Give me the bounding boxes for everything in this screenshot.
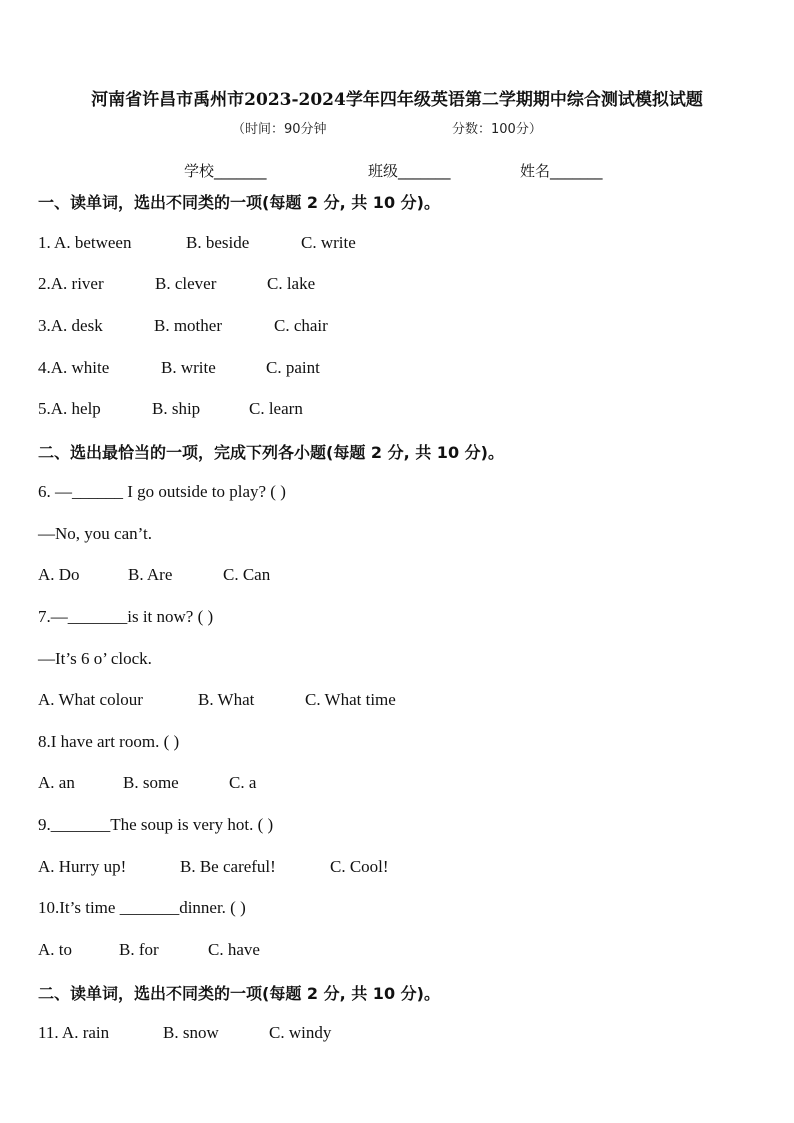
q8-option-a: A. an — [38, 773, 75, 792]
q9-option-a: A. Hurry up! — [38, 857, 127, 876]
q10-option-c: C. have — [208, 940, 260, 959]
q7-option-b: B. What — [198, 690, 255, 709]
q2-option-a: 2.A. river — [38, 274, 104, 293]
q2-option-c: C. lake — [267, 274, 316, 293]
page-title: 河南省许昌市禹州市2023-2024学年四年级英语第二学期期中综合测试模拟试题 — [91, 90, 703, 110]
name-field: 姓名_______ — [520, 162, 603, 180]
q6-option-a: A. Do — [38, 565, 80, 584]
section-3-heading: 二、读单词，选出不同类的一项(每题 2 分, 共 10 分)。 — [38, 984, 440, 1003]
q5-option-a: 5.A. help — [38, 399, 101, 418]
q3-option-c: C. chair — [274, 316, 328, 335]
q6-option-b: B. Are — [128, 565, 173, 584]
q3-option-b: B. mother — [154, 316, 222, 335]
q11-option-c: C. windy — [269, 1023, 332, 1042]
q10-option-a: A. to — [38, 940, 72, 959]
q1-option-a: 1. A. between — [38, 233, 132, 252]
section-2-heading: 二、选出最恰当的一项，完成下列各小题(每题 2 分, 共 10 分)。 — [38, 443, 504, 462]
q4-option-b: B. write — [161, 358, 216, 377]
q11-option-a: 11. A. rain — [38, 1023, 110, 1042]
q9-option-b: B. Be careful! — [180, 857, 276, 876]
q2-option-b: B. clever — [155, 274, 217, 293]
q8-option-b: B. some — [123, 773, 179, 792]
q8-stem: 8.I have art room. ( ) — [38, 732, 180, 751]
q11-option-b: B. snow — [163, 1023, 219, 1042]
q7-stem: 7.—_______is it now? ( ) — [38, 607, 214, 626]
q1-option-c: C. write — [301, 233, 356, 252]
exam-time: （时间：90分钟 — [232, 122, 327, 137]
section-1-heading: 一、读单词，选出不同类的一项(每题 2 分, 共 10 分)。 — [38, 193, 440, 212]
q6-reply: —No, you can’t. — [38, 524, 152, 543]
q5-option-b: B. ship — [152, 399, 201, 418]
q9-option-c: C. Cool! — [330, 857, 389, 876]
q8-option-c: C. a — [229, 773, 257, 792]
school-field: 学校_______ — [184, 162, 267, 180]
q4-option-c: C. paint — [266, 358, 320, 377]
q1-option-b: B. beside — [186, 233, 250, 252]
q6-stem: 6. —______ I go outside to play? ( ) — [38, 482, 286, 501]
class-field: 班级_______ — [368, 162, 451, 180]
q6-option-c: C. Can — [223, 565, 271, 584]
q3-option-a: 3.A. desk — [38, 316, 103, 335]
q4-option-a: 4.A. white — [38, 358, 110, 377]
q7-reply: —It’s 6 o’ clock. — [38, 649, 152, 668]
q5-option-c: C. learn — [249, 399, 303, 418]
exam-score: 分数：100分） — [452, 122, 542, 137]
q10-stem: 10.It’s time _______dinner. ( ) — [38, 898, 246, 917]
q9-stem: 9._______The soup is very hot. ( ) — [38, 815, 274, 834]
q10-option-b: B. for — [119, 940, 159, 959]
q7-option-a: A. What colour — [38, 690, 143, 709]
q7-option-c: C. What time — [305, 690, 396, 709]
